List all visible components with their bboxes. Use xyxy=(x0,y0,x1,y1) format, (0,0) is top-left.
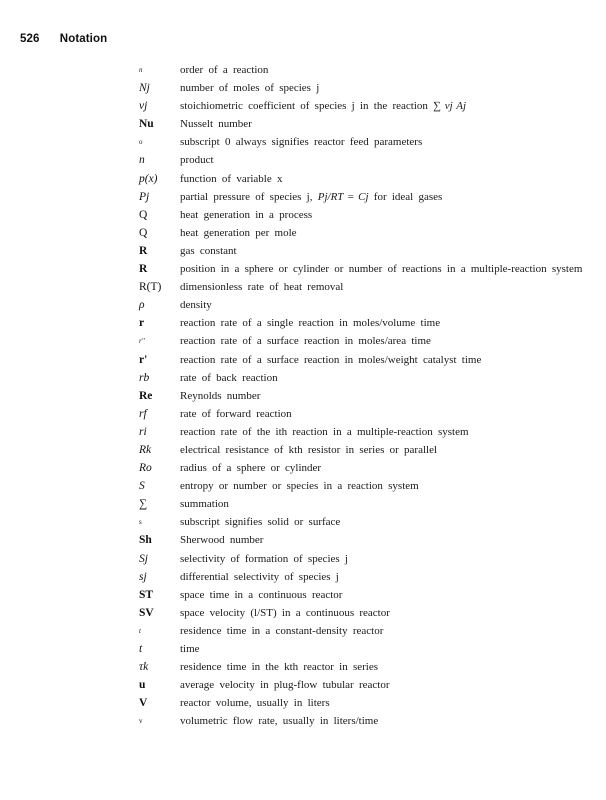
ideal-gas-formula: Pj/RT = Cj xyxy=(317,190,369,203)
notation-definition: radius of a sphere or cylinder xyxy=(180,462,322,475)
notation-row-px xyxy=(0,170,606,188)
notation-symbol: SV xyxy=(139,606,154,619)
notation-symbol: p(x) xyxy=(139,172,158,185)
notation-row-subscript-0 xyxy=(0,133,606,151)
notation-row-summation xyxy=(0,495,606,513)
notation-definition: residence time in the kth reactor in series xyxy=(180,661,379,674)
notation-row-re xyxy=(0,387,606,405)
notation-row-tau-k xyxy=(0,658,606,676)
notation-symbol: Pj xyxy=(139,190,150,203)
notation-definition: reaction rate of a single reaction in moles/volume time xyxy=(180,317,441,330)
notation-definition: heat generation per mole xyxy=(180,226,297,239)
notation-symbol: n xyxy=(139,154,145,167)
notation-symbol: u xyxy=(139,679,146,692)
notation-symbol: r'' xyxy=(139,337,145,346)
notation-row-ri xyxy=(0,423,606,441)
notation-symbol: Q xyxy=(139,226,148,239)
notation-row-ro xyxy=(0,459,606,477)
notation-definition: space velocity (l/ST) in a continuous reactor xyxy=(180,606,390,619)
running-head xyxy=(20,33,107,45)
notation-definition: Sherwood number xyxy=(180,534,264,547)
notation-symbol: v xyxy=(139,717,143,726)
notation-row-st xyxy=(0,586,606,604)
notation-symbol: t xyxy=(139,643,143,655)
notation-definition: volumetric flow rate, usually in liters/time xyxy=(180,715,379,728)
notation-definition: dimensionless rate of heat removal xyxy=(180,281,344,294)
notation-symbol: ST xyxy=(139,588,154,601)
notation-symbol: Ro xyxy=(139,462,152,475)
notation-list xyxy=(0,61,606,730)
reaction-formula: ∑ νj Aj xyxy=(433,100,467,113)
notation-row-s-subscript xyxy=(0,513,606,531)
notation-definition: position in a sphere or cylinder or number of reactions in a multiple-reaction system xyxy=(180,263,583,276)
notation-symbol: rb xyxy=(139,371,150,384)
definition-text: stoichiometric coefficient of species j in the reaction xyxy=(180,100,428,113)
notation-definition: reaction rate of the ith reaction in a multiple-reaction system xyxy=(180,425,469,438)
notation-definition: rate of back reaction xyxy=(180,371,278,384)
notation-row-sj-upper xyxy=(0,550,606,568)
notation-definition: residence time in a constant-density reactor xyxy=(180,624,384,637)
notation-symbol: Sj xyxy=(139,552,148,565)
notation-row-product xyxy=(0,151,606,169)
summation-icon: ∑ xyxy=(139,498,148,511)
notation-definition: reaction rate of a surface reaction in moles/area time xyxy=(180,335,431,348)
notation-row-nuj xyxy=(0,97,606,115)
notation-row-r-gas xyxy=(0,242,606,260)
notation-definition: subscript 0 always signifies reactor feed parameters xyxy=(180,136,423,149)
notation-definition: number of moles of species j xyxy=(180,82,320,95)
notation-row-pj xyxy=(0,188,606,206)
notation-row-r-double-prime xyxy=(0,332,606,350)
definition-text: partial pressure of species j, xyxy=(180,190,313,203)
notation-symbol: n xyxy=(139,66,143,74)
notation-row-rt xyxy=(0,278,606,296)
notation-row-r-prime xyxy=(0,351,606,369)
notation-definition: gas constant xyxy=(180,244,237,257)
notation-definition: space time in a continuous reactor xyxy=(180,588,343,601)
notation-row-q-mole xyxy=(0,224,606,242)
notation-row-v-volume xyxy=(0,694,606,712)
notation-definition: selectivity of formation of species j xyxy=(180,552,348,565)
notation-row-q-process xyxy=(0,206,606,224)
notation-row-v-flow xyxy=(0,712,606,730)
notation-definition: heat generation in a process xyxy=(180,208,313,221)
notation-definition: subscript signifies solid or surface xyxy=(180,516,341,529)
page-number: 526 xyxy=(20,33,40,45)
notation-definition: entropy or number or species in a reaction system xyxy=(180,480,419,493)
notation-symbol: R(T) xyxy=(139,281,162,294)
notation-definition: average velocity in plug-flow tubular reactor xyxy=(180,679,390,692)
notation-symbol: τk xyxy=(139,661,149,674)
notation-row-r-position xyxy=(0,260,606,278)
notation-definition: reactor volume, usually in liters xyxy=(180,697,330,710)
notation-definition: rate of forward reaction xyxy=(180,407,292,420)
notation-symbol: Q xyxy=(139,208,148,221)
notation-symbol: o xyxy=(139,138,143,147)
notation-symbol: νj xyxy=(139,100,148,113)
notation-symbol: Nj xyxy=(139,82,150,95)
notation-symbol: r xyxy=(139,317,145,330)
notation-definition: Reynolds number xyxy=(180,389,261,402)
notation-symbol: Re xyxy=(139,389,153,402)
notation-definition: reaction rate of a surface reaction in moles/weight catalyst time xyxy=(180,353,482,366)
notation-row-rb xyxy=(0,369,606,387)
notation-symbol: Rk xyxy=(139,443,152,456)
notation-row-sh xyxy=(0,531,606,549)
notation-definition: summation xyxy=(180,498,229,511)
notation-symbol: t xyxy=(139,626,141,635)
notation-symbol: Sh xyxy=(139,534,152,547)
notation-symbol: ρ xyxy=(139,299,145,312)
definition-suffix: for ideal gases xyxy=(373,190,443,203)
notation-symbol: ri xyxy=(139,425,147,438)
notation-symbol: S xyxy=(139,480,145,493)
notation-symbol: s xyxy=(139,518,142,527)
notation-row-r-single xyxy=(0,314,606,332)
notation-symbol: Nu xyxy=(139,118,154,131)
notation-row-rho xyxy=(0,296,606,314)
notation-row-sv xyxy=(0,604,606,622)
notation-definition xyxy=(180,97,466,115)
notation-definition: electrical resistance of kth resistor in series or parallel xyxy=(180,443,438,456)
notation-symbol: R xyxy=(139,263,148,276)
notation-row-t-residence xyxy=(0,622,606,640)
notation-row-t-time xyxy=(0,640,606,658)
notation-symbol: r' xyxy=(139,353,148,366)
notation-symbol: R xyxy=(139,244,148,257)
notation-symbol: sj xyxy=(139,570,147,583)
notation-symbol: rf xyxy=(139,407,147,420)
notation-row-sj-lower xyxy=(0,568,606,586)
notation-definition: product xyxy=(180,154,214,167)
notation-row-nu xyxy=(0,115,606,133)
notation-symbol: V xyxy=(139,697,148,710)
notation-row-rk xyxy=(0,441,606,459)
notation-definition xyxy=(180,188,442,206)
notation-definition: Nusselt number xyxy=(180,118,252,131)
notation-definition: time xyxy=(180,643,200,655)
notation-definition: function of variable x xyxy=(180,172,283,185)
notation-row-s-entropy xyxy=(0,477,606,495)
notation-definition: order of a reaction xyxy=(180,64,269,76)
section-title: Notation xyxy=(59,33,108,45)
notation-row-rf xyxy=(0,405,606,423)
notation-row-u xyxy=(0,676,606,694)
notation-definition: differential selectivity of species j xyxy=(180,570,339,583)
notation-row-n-order xyxy=(0,61,606,79)
notation-definition: density xyxy=(180,299,212,312)
notation-row-nj xyxy=(0,79,606,97)
